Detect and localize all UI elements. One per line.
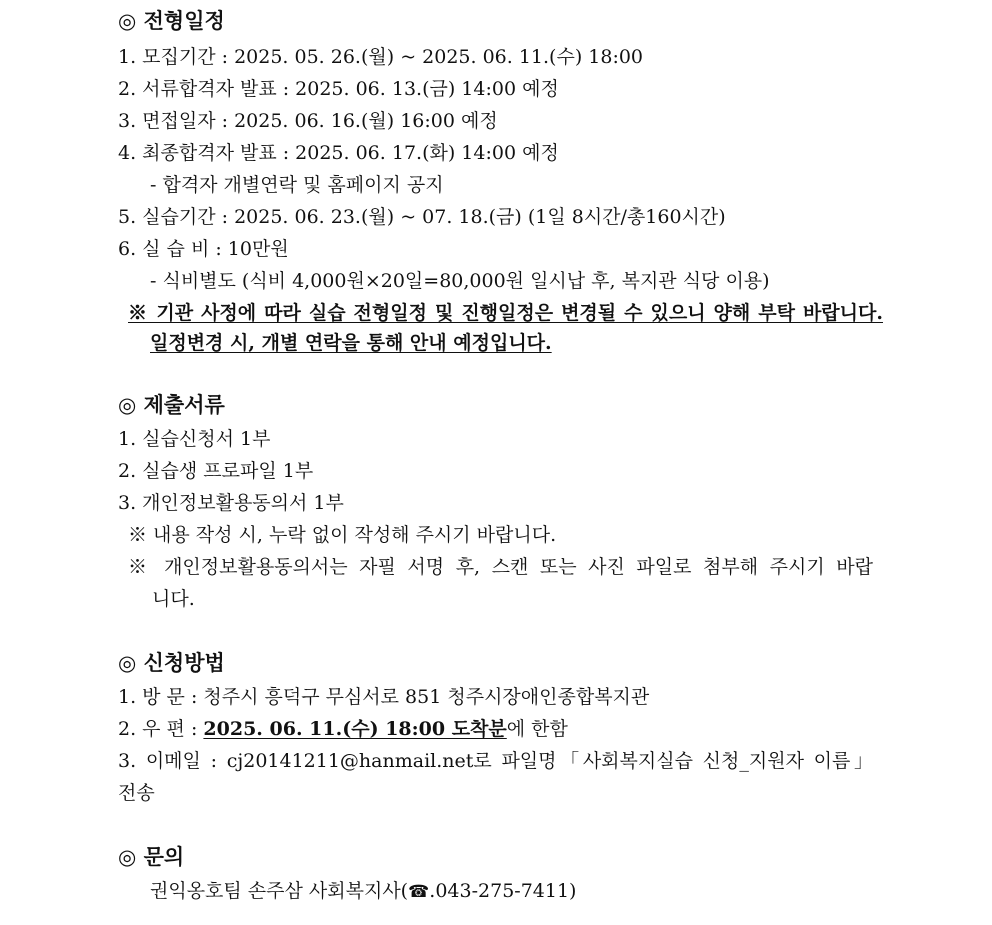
schedule-item-interview-date: 3. 면접일자 : 2025. 06. 16.(월) 16:00 예정 (118, 110, 498, 132)
document-note-complete: ※ 내용 작성 시, 누락 없이 작성해 주시기 바랍니다. (128, 524, 557, 546)
method-mail-prefix: 2. 우 편 : (118, 718, 204, 740)
schedule-item-practice-period: 5. 실습기간 : 2025. 06. 23.(월) ~ 07. 18.(금) (1일 8시간/총160시간) (118, 206, 726, 228)
schedule-item-document-result: 2. 서류합격자 발표 : 2025. 06. 13.(금) 14:00 예정 (118, 78, 559, 100)
phone-icon: ☎ (408, 882, 430, 902)
schedule-notice-line2: 일정변경 시, 개별 연락을 통해 안내 예정입니다. (150, 332, 552, 354)
section-heading-application-method: ◎ 신청방법 (118, 651, 225, 675)
method-item-email-line2: 전송 (118, 782, 155, 804)
schedule-notice-line1: ※ 기관 사정에 따라 실습 전형일정 및 진행일정은 변경될 수 있으니 양해 부탁 바랍니다. (128, 302, 883, 324)
schedule-item-practice-fee: 6. 실 습 비 : 10만원 (118, 238, 289, 260)
section-heading-inquiry: ◎ 문의 (118, 845, 185, 869)
method-mail-deadline: 2025. 06. 11.(수) 18:00 도착분 (203, 718, 507, 740)
inquiry-contact (150, 876, 576, 906)
document-item-privacy-consent: 3. 개인정보활용동의서 1부 (118, 492, 344, 514)
document-item-application: 1. 실습신청서 1부 (118, 428, 271, 450)
method-item-visit: 1. 방 문 : 청주시 흥덕구 무심서로 851 청주시장애인종합복지관 (118, 686, 650, 708)
schedule-item-recruit-period: 1. 모집기간 : 2025. 05. 26.(월) ~ 2025. 06. 11.(수) 18:00 (118, 46, 644, 68)
method-mail-suffix: 에 한함 (506, 718, 568, 740)
inquiry-contact-name: 권익옹호팀 손주삼 사회복지사( (150, 880, 409, 902)
section-heading-documents: ◎ 제출서류 (118, 393, 225, 417)
schedule-item-final-result: 4. 최종합격자 발표 : 2025. 06. 17.(화) 14:00 예정 (118, 142, 559, 164)
method-item-email-line1: 3. 이메일 : cj20141211@hanmail.net로 파일명「사회복지실습 신청_지원자 이름」 (118, 750, 873, 772)
schedule-subitem-meal-fee: - 식비별도 (식비 4,000원×20일=80,000원 일시납 후, 복지관 식당 이용) (150, 270, 770, 292)
method-item-mail (118, 714, 568, 744)
document-note-signature-line1: ※ 개인정보활용동의서는 자필 서명 후, 스캔 또는 사진 파일로 첨부해 주시기 바랍 (128, 556, 873, 578)
document-note-signature-line2: 니다. (152, 588, 195, 610)
document-item-profile: 2. 실습생 프로파일 1부 (118, 460, 314, 482)
inquiry-contact-phone: .043-275-7411) (429, 880, 577, 902)
section-heading-schedule: ◎ 전형일정 (118, 9, 225, 33)
schedule-subitem-notification: - 합격자 개별연락 및 홈페이지 공지 (150, 174, 444, 196)
